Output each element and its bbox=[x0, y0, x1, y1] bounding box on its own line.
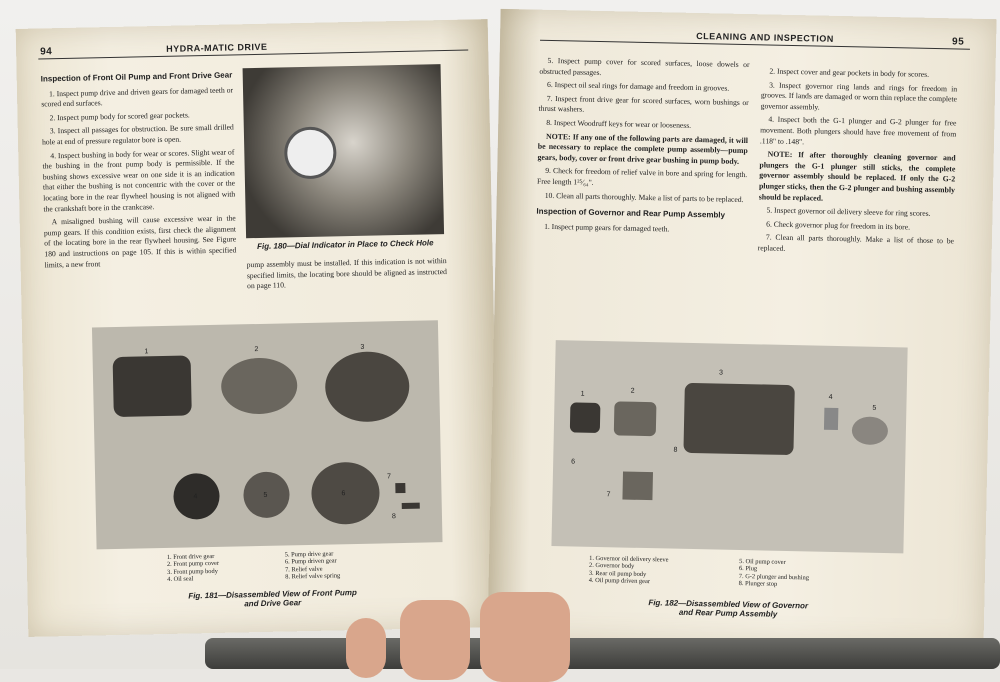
oil-delivery-sleeve-image bbox=[570, 402, 601, 433]
fig181-caption bbox=[138, 587, 408, 611]
paragraph: 2. Inspect cover and gear pockets in body for scores. bbox=[769, 66, 930, 79]
running-header-right: CLEANING AND INSPECTION bbox=[696, 30, 834, 44]
plunger-bushing-image bbox=[622, 472, 653, 501]
rear-pump-body-image bbox=[683, 383, 794, 455]
finger bbox=[400, 600, 470, 680]
note-paragraph: NOTE: If any one of the following parts are damaged, it will be necessary to replace the complete pump assembly—pump gears, body, cover or front drive gear bushing in pump body. bbox=[537, 131, 749, 166]
relief-valve-image bbox=[395, 483, 405, 493]
section-title: Inspection of Front Oil Pump and Front Drive Gear bbox=[40, 70, 233, 84]
paragraph: 7. Clean all parts thoroughly. Make a list of those to be replaced. bbox=[757, 232, 954, 253]
fig181-legend-a bbox=[167, 553, 220, 584]
paragraph: 4. Inspect both the G-1 plunger and G-2 plunger for free movement. Both plungers should have free movement of from .118" to .148". bbox=[759, 114, 957, 146]
right-text-column-1 bbox=[536, 56, 750, 240]
pen bbox=[205, 638, 1000, 669]
callout: 1 bbox=[580, 390, 585, 398]
fig180-photo bbox=[243, 64, 445, 238]
front-drive-gear-image bbox=[113, 355, 192, 417]
legend-item: 1. Governor oil delivery sleeve bbox=[589, 554, 669, 564]
paragraph: 7. Inspect front drive gear for scored surfaces, worn bushings or thrust washers. bbox=[538, 93, 749, 115]
caption-line: Fig. 181—Disassembled View of Front Pump bbox=[188, 587, 357, 601]
paragraph: 1. Inspect pump drive and driven gears for damaged teeth or scored end surfaces. bbox=[41, 85, 234, 109]
legend-item: 3. Front pump body bbox=[167, 567, 218, 576]
right-page bbox=[487, 9, 996, 651]
callout: 3 bbox=[360, 343, 365, 351]
pump-cover-image bbox=[221, 357, 298, 415]
legend-item: 7. Relief valve bbox=[284, 565, 323, 574]
page-number-left: 94 bbox=[40, 46, 53, 58]
callout: 4 bbox=[828, 393, 833, 401]
note-paragraph: NOTE: If after thoroughly cleaning governor and plungers the G-1 plunger still sticks, the complete governor assembly should be replaced. If only the G-2 plunger sticks, then the G-2 plunger and bushing assembly should be replaced. bbox=[758, 149, 956, 203]
legend-item: 6. Pump driven gear bbox=[284, 557, 337, 566]
legend-item: 7. G-2 plunger and bushing bbox=[738, 572, 810, 582]
left-text-continuation bbox=[247, 256, 448, 295]
running-header-left: HYDRA-MATIC DRIVE bbox=[166, 41, 268, 54]
legend-item: 8. Plunger stop bbox=[738, 580, 778, 589]
section-title: Inspection of Governor and Rear Pump Assembly bbox=[536, 206, 726, 220]
fig180-caption: Fig. 180—Dial Indicator in Place to Check Hole bbox=[256, 238, 434, 252]
paragraph: A misaligned bushing will cause excessive wear in the pump gears. If this condition exists, first check the alignment of the locating bore in the rear flywheel housing. See Figure 180 and instructions on page 105. If this is within specified limits, a new front bbox=[43, 213, 237, 269]
callout: 7 bbox=[387, 473, 392, 481]
legend-item: 4. Oil pump driven gear bbox=[588, 577, 651, 586]
legend-item: 2. Front pump cover bbox=[166, 560, 220, 569]
paragraph: 1. Inspect pump gears for damaged teeth. bbox=[544, 221, 670, 234]
left-text-column bbox=[41, 70, 237, 273]
callout: 8 bbox=[673, 446, 678, 454]
callout: 5 bbox=[872, 404, 877, 412]
paragraph: 3. Inspect governor ring lands and rings for freedom in grooves. If lands are damaged or worn thin replace the complete governor assembly. bbox=[760, 80, 958, 112]
callout: 5 bbox=[263, 491, 268, 499]
paragraph: 5. Inspect pump cover for scored surfaces, loose dowels or obstructed passages. bbox=[539, 55, 750, 77]
paragraph: 8. Inspect Woodruff keys for wear or looseness. bbox=[546, 117, 692, 130]
legend-item: 4. Oil seal bbox=[167, 575, 194, 584]
paragraph: 10. Clean all parts thoroughly. Make a list of parts to be replaced. bbox=[544, 190, 744, 204]
caption-line: and Rear Pump Assembly bbox=[678, 607, 778, 619]
fig182-caption bbox=[588, 597, 868, 621]
legend-item: 3. Rear oil pump body bbox=[588, 569, 647, 578]
fig181-photo bbox=[92, 320, 443, 549]
right-text-column-2 bbox=[758, 66, 958, 261]
callout: 2 bbox=[630, 387, 635, 395]
legend-item: 8. Relief valve spring bbox=[285, 572, 341, 581]
paragraph: 6. Inspect oil seal rings for damage and freedom in grooves. bbox=[547, 80, 730, 93]
governor-body-image bbox=[614, 401, 657, 436]
fig181-legend-b bbox=[285, 550, 341, 581]
callout: 2 bbox=[254, 345, 259, 354]
legend-item: 1. Front drive gear bbox=[166, 552, 215, 561]
callout: 6 bbox=[341, 490, 346, 498]
paragraph: 3. Inspect all passages for obstruction. Be sure small drilled hole at end of pressure regulator bore is open. bbox=[41, 122, 234, 147]
legend-item: 2. Governor body bbox=[588, 562, 635, 571]
fig182-legend-b bbox=[739, 558, 810, 589]
pump-cover-image bbox=[852, 416, 889, 445]
dial-indicator-icon bbox=[284, 126, 337, 179]
fig182-legend-a bbox=[589, 555, 669, 586]
callout: 8 bbox=[391, 513, 396, 521]
legend-item: 6. Plug bbox=[738, 565, 758, 573]
paragraph: 6. Check governor plug for freedom in its bore. bbox=[766, 219, 911, 232]
caption-line: Fig. 182—Disassembled View of Governor bbox=[648, 598, 809, 611]
caption-line: and Drive Gear bbox=[244, 598, 302, 609]
legend-item: 5. Oil pump cover bbox=[739, 557, 786, 566]
driven-gear-image bbox=[824, 408, 838, 430]
pump-body-image bbox=[325, 351, 410, 423]
paragraph: 2. Inspect pump body for scored gear pockets. bbox=[49, 110, 190, 123]
callout: 1 bbox=[144, 348, 149, 356]
paragraph: 9. Check for freedom of relief valve in bore and spring for length. Free length 1²⁵⁄₆₄". bbox=[536, 166, 748, 187]
callout: 6 bbox=[571, 458, 576, 466]
left-page bbox=[16, 19, 501, 637]
paragraph: 4. Inspect bushing in body for wear or scores. Slight wear of the bushing in the front pump body is permissible. If the bushing shows excessive wear on one side it is an indication that either the bushing is not concentric with the cover or the locating bore in the rear flywheel housing is not aligned with the crankshaft bore in the crankcase. bbox=[42, 147, 236, 213]
callout: 4 bbox=[193, 493, 198, 501]
legend-item: 5. Pump drive gear bbox=[284, 550, 334, 559]
page-number-right: 95 bbox=[951, 36, 965, 48]
fig182-photo bbox=[551, 340, 907, 553]
callout: 3 bbox=[719, 369, 724, 377]
relief-valve-spring-image bbox=[402, 503, 420, 509]
paragraph: 5. Inspect governor oil delivery sleeve for ring scores. bbox=[766, 205, 931, 219]
thumb bbox=[346, 618, 386, 678]
callout: 7 bbox=[606, 491, 611, 499]
paragraph: pump assembly must be installed. If this indication is not within specified limits, the locating bore should be aligned as instructed on page 110. bbox=[246, 256, 447, 291]
